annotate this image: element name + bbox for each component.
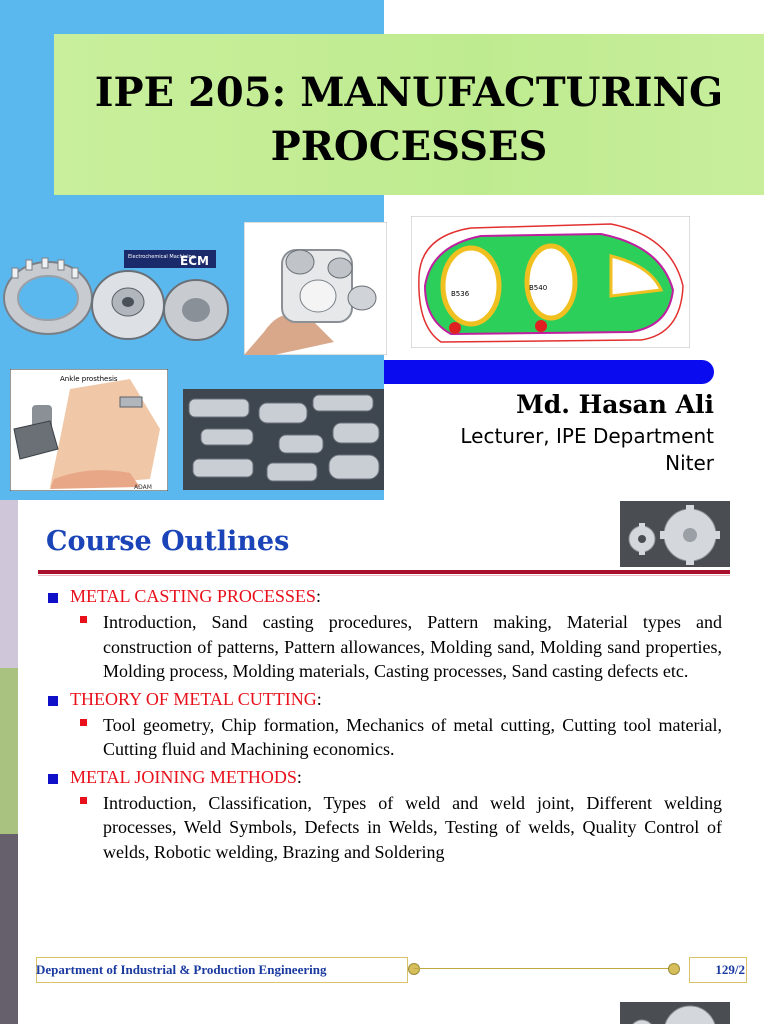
sub-bullet-icon — [80, 616, 87, 623]
section-divider-shadow — [38, 575, 730, 576]
footer-line — [414, 968, 674, 969]
topic-item: METAL CASTING PROCESSES: — [46, 584, 722, 609]
topic-item: METAL JOINING METHODS: — [46, 765, 722, 790]
footer-dot-left-icon — [408, 963, 420, 975]
car-simulation-image — [411, 216, 690, 348]
author-role: Lecturer, IPE Department — [460, 424, 714, 448]
bullet-square-icon — [48, 593, 58, 603]
topic-detail: Introduction, Classification, Types of weld and weld joint, Different welding processes, Weld Symbols, Defects in Welds, Testing of welds, Quality Control of welds, Robotic welding, Brazing and Soldering — [46, 791, 722, 865]
title-line-2: PROCESSES — [270, 123, 548, 170]
accent-bar — [384, 360, 714, 384]
topic-detail: Tool geometry, Chip formation, Mechanics of metal cutting, Cutting tool material, Cutting fluid and Machining economics. — [46, 713, 722, 762]
transparent-part-image — [244, 222, 387, 355]
bullet-square-icon — [48, 696, 58, 706]
gears-image — [620, 501, 730, 567]
page-number: 129/2 — [715, 962, 745, 977]
car-label-1: B536 — [451, 290, 470, 298]
author-org: Niter — [665, 451, 714, 475]
course-outline-list — [46, 584, 722, 867]
footer-dot-right-icon — [668, 963, 680, 975]
author-name: Md. Hasan Ali — [516, 390, 714, 419]
ecm-label: ECM — [180, 254, 209, 268]
sub-bullet-icon — [80, 797, 87, 804]
machined-parts-image — [183, 389, 384, 490]
car-label-2: B540 — [529, 284, 548, 292]
topic-detail: Introduction, Sand casting procedures, Pattern making, Material types and construction of patterns, Pattern allowances, Molding sand, Molding sand properties, Molding process, Molding materials, Casting processes, Sand casting defects etc. — [46, 610, 722, 684]
sub-bullet-icon — [80, 719, 87, 726]
title-line-1: IPE 205: MANUFACTURING — [94, 69, 724, 116]
section-divider — [38, 570, 730, 574]
slide-title — [54, 66, 764, 174]
topic-label: METAL JOINING METHODS — [70, 766, 297, 787]
ecm-parts-image — [0, 240, 240, 350]
section-title: Course Outlines — [46, 526, 290, 557]
topic-item: THEORY OF METAL CUTTING: — [46, 687, 722, 712]
side-color-strip — [0, 500, 18, 1024]
gears-image-bottom — [620, 1002, 730, 1024]
ecm-small-label: Electrochemical Machining — [128, 254, 195, 260]
footer-department: Department of Industrial & Production Engineering — [36, 962, 327, 977]
ankle-label: Ankle prosthesis — [60, 375, 118, 383]
topic-label: METAL CASTING PROCESSES — [70, 586, 316, 606]
ankle-prosthesis-image — [10, 369, 168, 491]
bullet-square-icon — [48, 774, 58, 784]
adam-label: ADAM — [134, 484, 152, 491]
topic-label: THEORY OF METAL CUTTING — [70, 688, 317, 709]
